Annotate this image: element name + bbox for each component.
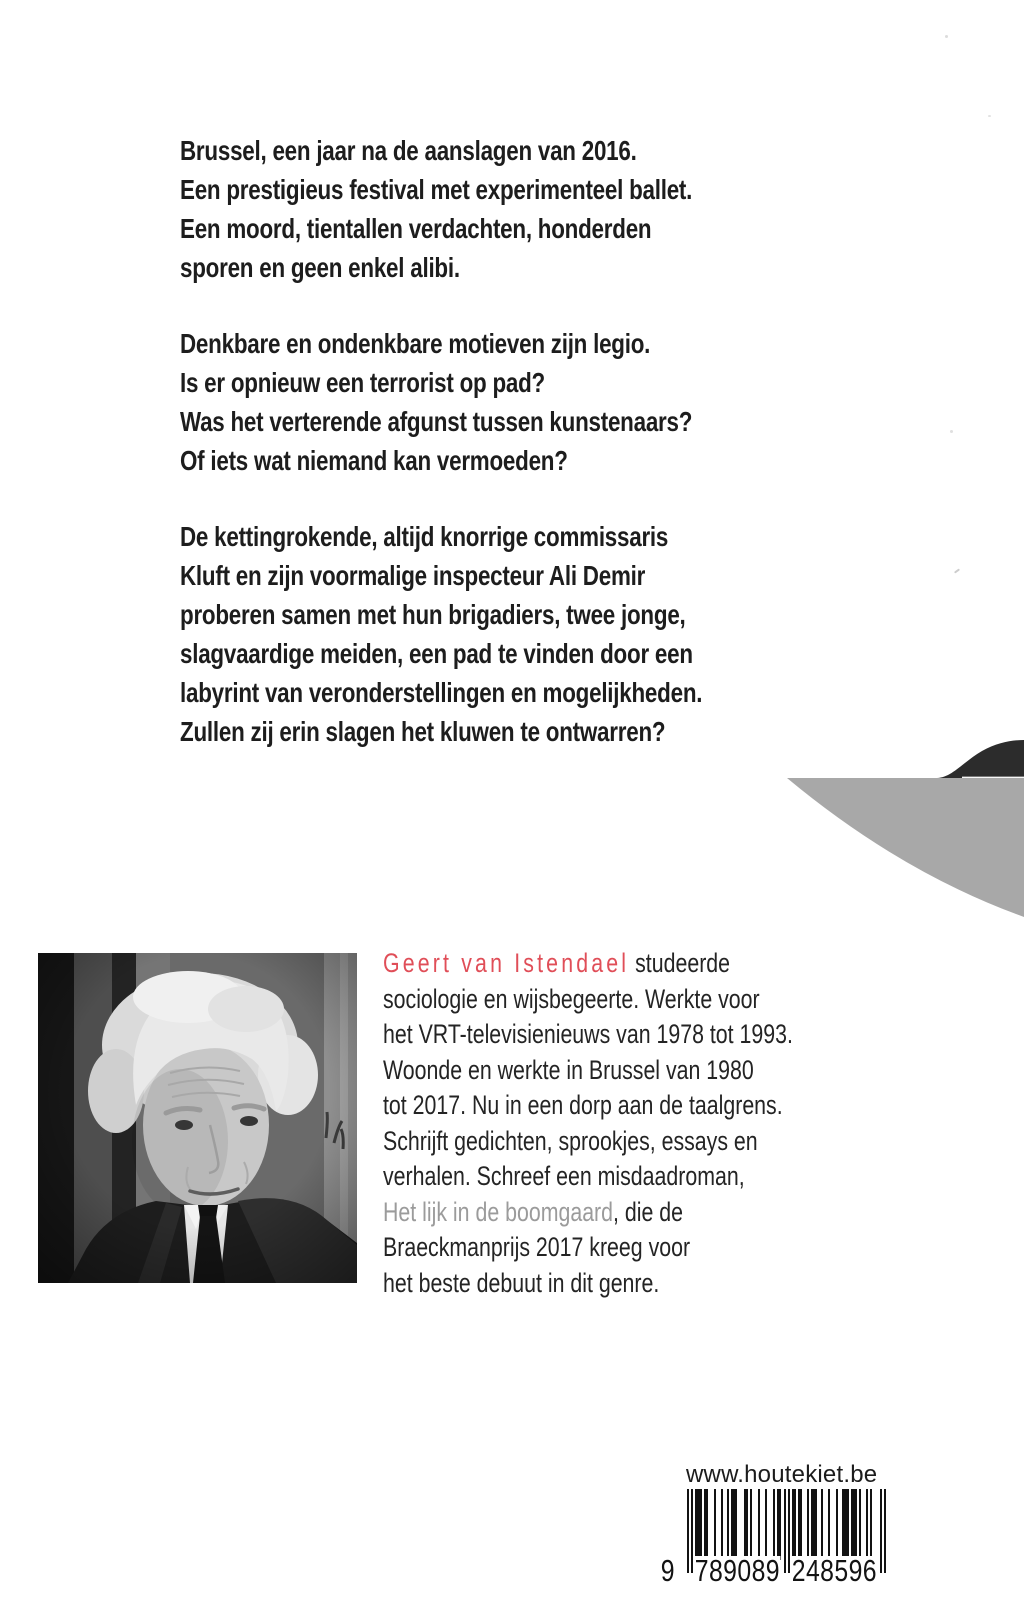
photo-vignette (38, 953, 357, 1283)
synopsis-line: Een moord, tientallen verdachten, honderden (180, 213, 652, 244)
barcode-bar (777, 1489, 781, 1560)
dust-speck (954, 568, 960, 573)
bio-line: tot 2017. Nu in een dorp aan de taalgrens. (383, 1090, 783, 1120)
barcode-bar (765, 1489, 767, 1560)
barcode-bar (842, 1489, 848, 1560)
barcode-bar (870, 1489, 872, 1560)
dust-speck (988, 115, 991, 117)
bio-line: sociologie en wijsbegeerte. Werkte voor (383, 983, 760, 1014)
book-title: Het lijk in de boomgaard (383, 1196, 614, 1227)
barcode-bar (784, 1489, 786, 1573)
synopsis-line: Kluft en zijn voormalige inspecteur Ali Demir (180, 560, 646, 591)
barcode-bar (884, 1489, 886, 1573)
author-name: Geert van Istendael (383, 948, 630, 978)
isbn-digits-group1: 789089 (694, 1553, 780, 1588)
synopsis-line: Zullen zij erin slagen het kluwen te ontwarren? (180, 716, 666, 747)
barcode-bar (731, 1489, 737, 1560)
bio-line: Woonde en werkte in Brussel van 1980 (383, 1054, 754, 1085)
synopsis-line: Is er opnieuw een terrorist op pad? (180, 367, 545, 398)
knife-blade (787, 778, 1024, 917)
barcode-bar (687, 1489, 689, 1573)
synopsis-line: labyrint van veronderstellingen en mogelijkheden. (180, 677, 703, 708)
synopsis-paragraph-1 (180, 131, 702, 287)
author-photo (38, 953, 357, 1283)
synopsis-line: Brussel, een jaar na de aanslagen van 2016. (180, 135, 637, 166)
barcode-bar (836, 1489, 838, 1560)
barcode-bar (792, 1489, 796, 1560)
barcode-bar (851, 1489, 857, 1560)
synopsis-line: De kettingrokende, altijd knorrige commissaris (180, 521, 669, 552)
knife-illustration (780, 734, 1024, 924)
barcode-bar (788, 1489, 790, 1573)
synopsis-paragraph-3 (180, 517, 702, 751)
synopsis (180, 131, 702, 788)
synopsis-line: slagvaardige meiden, een pad te vinden door een (180, 638, 693, 669)
synopsis-line: proberen samen met hun brigadiers, twee jonge, (180, 599, 686, 630)
barcode-bar (828, 1489, 830, 1560)
barcode-bar (758, 1489, 760, 1560)
synopsis-line: sporen en geen enkel alibi. (180, 252, 460, 283)
isbn-digits-group2: 248596 (791, 1553, 877, 1588)
synopsis-line: Een prestigieus festival met experimenteel ballet. (180, 174, 693, 205)
barcode-bar (750, 1489, 752, 1560)
bio-line (383, 946, 793, 982)
barcode-bar (773, 1489, 775, 1560)
barcode-bar (714, 1489, 716, 1560)
publisher-website: www.houtekiet.be (686, 1461, 878, 1488)
synopsis-line: Was het verterende afgunst tussen kunstenaars? (180, 406, 693, 437)
barcode-bar (859, 1489, 861, 1560)
barcode-bar (811, 1489, 817, 1560)
barcode-bar (744, 1489, 748, 1560)
barcode-bar (798, 1489, 802, 1560)
barcode-bar (807, 1489, 809, 1560)
bio-line: het beste debuut in dit genre. (383, 1267, 660, 1298)
dust-speck (945, 35, 948, 38)
synopsis-paragraph-2 (180, 324, 702, 480)
author-bio (383, 946, 793, 1301)
barcode-bar (721, 1489, 723, 1560)
barcode-bar (821, 1489, 823, 1560)
synopsis-line: Denkbare en ondenkbare motieven zijn legio. (180, 328, 651, 359)
bio-line: verhalen. Schreef een misdaadroman, (383, 1161, 745, 1191)
barcode-bar (704, 1489, 708, 1560)
bio-line: het VRT-televisienieuws van 1978 tot 1993. (383, 1019, 793, 1049)
barcode-bar (695, 1489, 701, 1560)
bio-line: Braeckmanprijs 2017 kreeg voor (383, 1232, 691, 1262)
isbn-digit-lead: 9 (660, 1553, 675, 1588)
bio-text: , die de (613, 1196, 684, 1227)
barcode-bar (727, 1489, 729, 1560)
bio-line: Schrijft gedichten, sprookjes, essays en (383, 1125, 758, 1156)
knife-handle (937, 740, 1024, 778)
bio-line (383, 1195, 793, 1231)
barcode-bar (880, 1489, 882, 1573)
barcode-bar (691, 1489, 693, 1573)
synopsis-line: Of iets wat niemand kan vermoeden? (180, 445, 568, 476)
dust-speck (950, 430, 953, 433)
bio-text: studeerde (635, 948, 731, 978)
barcode-bar (866, 1489, 868, 1560)
